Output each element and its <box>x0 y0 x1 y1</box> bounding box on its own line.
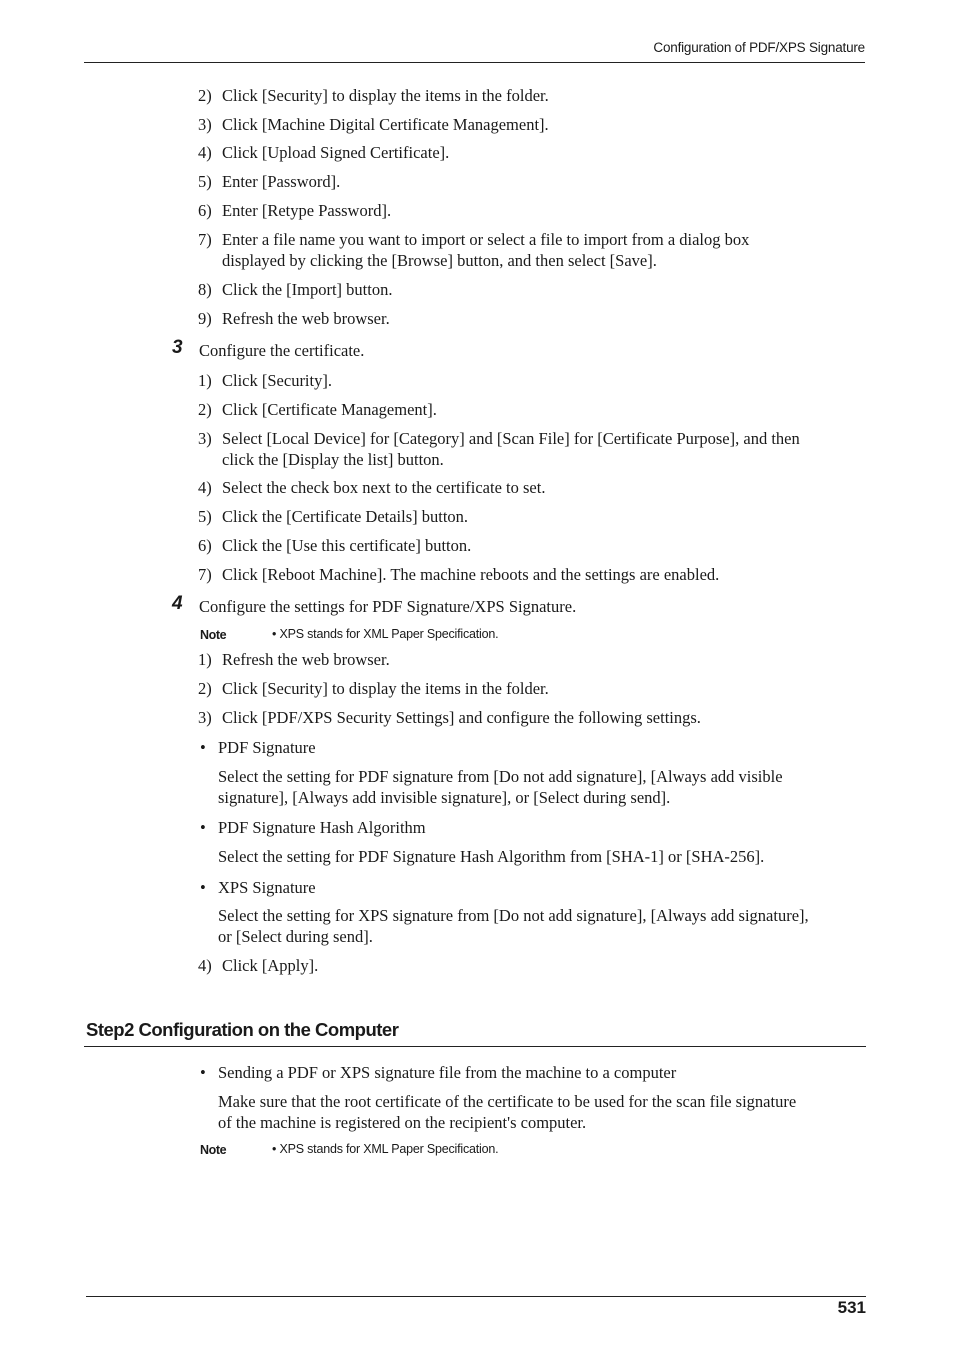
item-text: Refresh the web browser. <box>222 309 390 328</box>
item-number: 2) <box>198 86 212 105</box>
item-number: 4) <box>198 956 212 975</box>
item-text-cont: displayed by clicking the [Browse] button, and then select [Save]. <box>222 251 657 270</box>
footer-rule <box>86 1296 866 1297</box>
list-item <box>198 308 390 329</box>
bullet-desc-cont: of the machine is registered on the recipient's computer. <box>218 1113 587 1132</box>
item-text: Select [Local Device] for [Category] and [Scan File] for [Certificate Purpose], and then <box>222 429 800 448</box>
item-text: Click the [Import] button. <box>222 280 393 299</box>
step-text: Configure the settings for PDF Signature/XPS Signature. <box>199 597 577 616</box>
item-number: 7) <box>198 230 212 249</box>
item-number: 4) <box>198 478 212 497</box>
item-number: 6) <box>198 536 212 555</box>
item-number: 6) <box>198 201 212 220</box>
item-number: 3) <box>198 708 212 727</box>
list-item <box>198 171 341 192</box>
list-item <box>198 428 800 469</box>
note-label: Note <box>200 628 227 642</box>
bullet-title: PDF Signature <box>218 738 316 757</box>
bullet-icon: • <box>200 878 206 897</box>
item-number: 5) <box>198 507 212 526</box>
item-text: Click the [Use this certificate] button. <box>222 536 472 555</box>
list-item <box>198 707 701 728</box>
item-text: Click [Security]. <box>222 371 332 390</box>
bullet-desc: Select the setting for PDF Signature Hash Algorithm from [SHA-1] or [SHA-256]. <box>218 847 765 866</box>
item-text: Click [Security] to display the items in the folder. <box>222 679 549 698</box>
section-heading: Step2 Configuration on the Computer <box>86 1019 399 1040</box>
list-item <box>198 399 437 420</box>
bullet-item <box>200 1062 677 1083</box>
bullet-icon: • <box>200 1063 206 1082</box>
bullet-icon: • <box>200 818 206 837</box>
list-item <box>198 564 720 585</box>
list-item <box>198 678 549 699</box>
item-number: 2) <box>198 400 212 419</box>
bullet-item <box>200 737 316 758</box>
list-item <box>198 279 393 300</box>
list-item <box>198 955 319 976</box>
step-text: Configure the certificate. <box>199 341 365 360</box>
item-text: Select the check box next to the certificate to set. <box>222 478 546 497</box>
item-number: 7) <box>198 565 212 584</box>
item-text: Click [PDF/XPS Security Settings] and configure the following settings. <box>222 708 701 727</box>
item-text: Refresh the web browser. <box>222 650 390 669</box>
item-number: 3) <box>198 115 212 134</box>
item-number: 4) <box>198 143 212 162</box>
item-number: 8) <box>198 280 212 299</box>
item-number: 1) <box>198 650 212 669</box>
list-item <box>198 370 332 391</box>
item-text: Click [Security] to display the items in the folder. <box>222 86 549 105</box>
item-text: Enter a file name you want to import or select a file to import from a dialog box <box>222 230 750 249</box>
item-text-cont: click the [Display the list] button. <box>222 450 444 469</box>
item-text: Click the [Certificate Details] button. <box>222 507 469 526</box>
list-item <box>198 535 472 556</box>
bullet-title: XPS Signature <box>218 878 316 897</box>
list-item <box>198 142 450 163</box>
bullet-desc: Make sure that the root certificate of the certificate to be used for the scan file signature <box>218 1092 797 1111</box>
running-header: Configuration of PDF/XPS Signature <box>653 40 865 55</box>
item-text: Enter [Retype Password]. <box>222 201 392 220</box>
item-number: 9) <box>198 309 212 328</box>
note-text: • XPS stands for XML Paper Specification. <box>272 1142 499 1156</box>
item-text: Enter [Password]. <box>222 172 341 191</box>
list-item <box>198 506 469 527</box>
note-label: Note <box>200 1143 227 1157</box>
item-text: Click [Upload Signed Certificate]. <box>222 143 450 162</box>
list-item <box>198 114 549 135</box>
section-heading-rule <box>84 1046 866 1047</box>
step-number: 4 <box>172 593 183 614</box>
bullet-title: Sending a PDF or XPS signature file from the machine to a computer <box>218 1063 677 1082</box>
item-number: 3) <box>198 429 212 448</box>
bullet-desc-cont: or [Select during send]. <box>218 927 373 946</box>
bullet-desc-cont: signature], [Always add invisible signature], or [Select during send]. <box>218 788 671 807</box>
bullet-icon: • <box>200 738 206 757</box>
item-text: Click [Apply]. <box>222 956 319 975</box>
list-item <box>198 200 392 221</box>
bullet-title: PDF Signature Hash Algorithm <box>218 818 426 837</box>
step-number: 3 <box>172 337 183 358</box>
header-rule <box>84 62 865 63</box>
item-number: 5) <box>198 172 212 191</box>
item-number: 1) <box>198 371 212 390</box>
list-item <box>198 477 546 498</box>
list-item <box>198 649 390 670</box>
item-text: Click [Reboot Machine]. The machine reboots and the settings are enabled. <box>222 565 720 584</box>
list-item <box>198 85 549 106</box>
item-text: Click [Certificate Management]. <box>222 400 437 419</box>
bullet-item <box>200 817 426 838</box>
item-text: Click [Machine Digital Certificate Management]. <box>222 115 549 134</box>
item-number: 2) <box>198 679 212 698</box>
page-number: 531 <box>837 1298 866 1317</box>
note-text: • XPS stands for XML Paper Specification. <box>272 627 499 641</box>
bullet-desc: Select the setting for XPS signature from [Do not add signature], [Always add signature], <box>218 906 809 925</box>
bullet-desc: Select the setting for PDF signature from [Do not add signature], [Always add visible <box>218 767 783 786</box>
list-item <box>198 229 750 270</box>
bullet-item <box>200 877 316 898</box>
